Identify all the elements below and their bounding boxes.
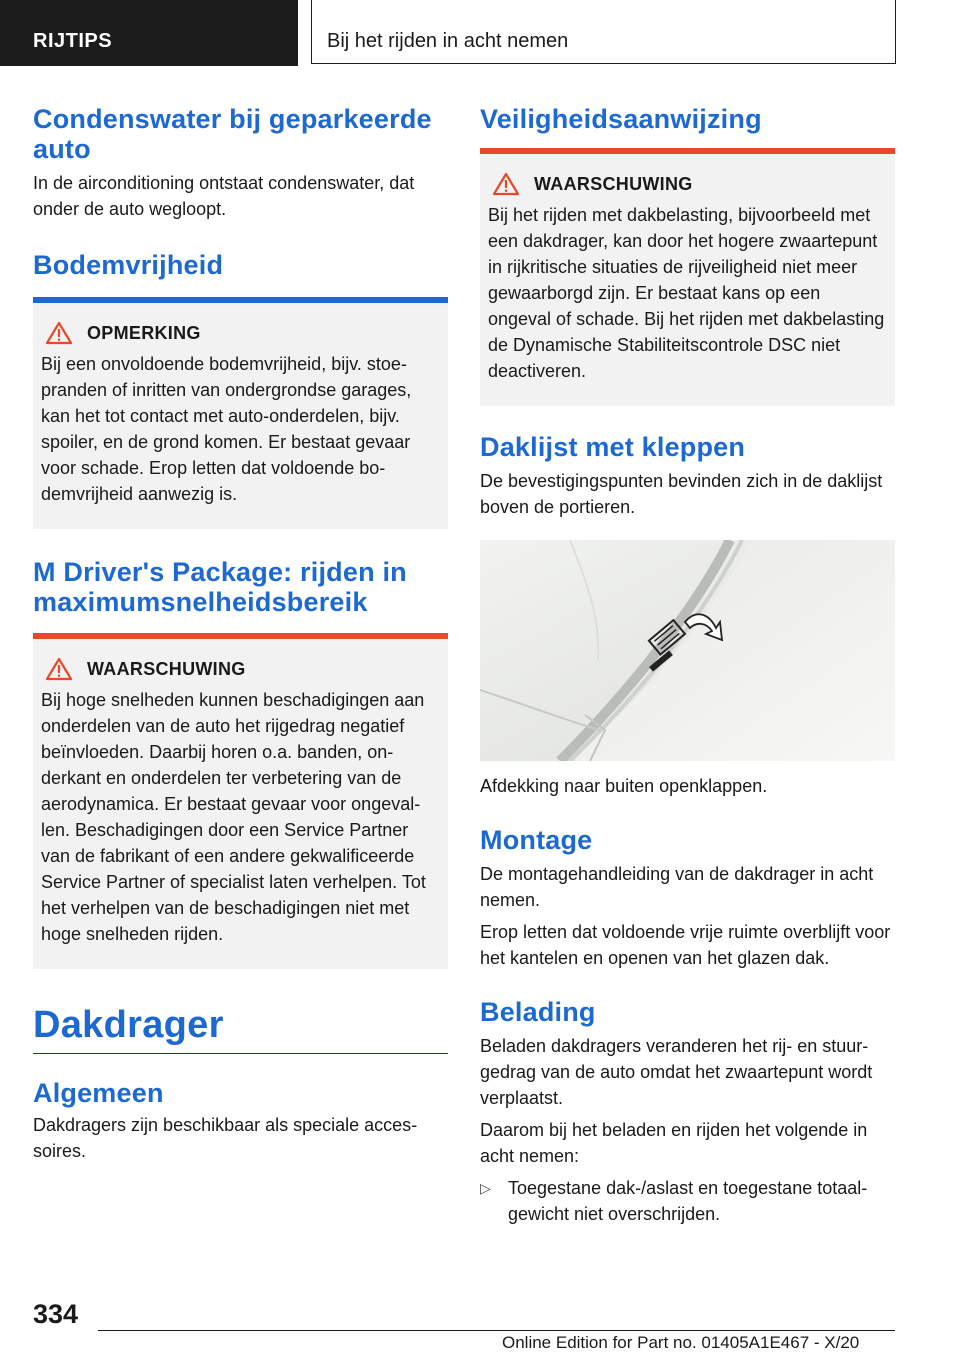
notice-title: OPMERKING	[87, 322, 201, 343]
page-header	[0, 0, 960, 66]
warning-triangle-icon	[492, 172, 520, 196]
section-tab	[0, 0, 298, 66]
paragraph-condenswater: In de airconditioning ontstaat condenswater, dat onder de auto wegloopt.	[33, 173, 415, 219]
notice-header	[41, 321, 440, 345]
heading-m-drivers-package: M Driver's Package: rijden in maximumsnelheidsbereik	[33, 557, 407, 617]
warning-triangle-icon	[45, 321, 73, 345]
paragraph-algemeen: Dakdragers zijn beschikbaar als speciale accessoires.	[33, 1115, 418, 1161]
heading-dakdrager: Dakdrager	[33, 1004, 224, 1046]
chapter-label: Bij het rijden in acht nemen	[327, 30, 569, 52]
warning-box-m-drivers-package	[33, 633, 448, 969]
warning-text: Bij hoge snelheden kunnen beschadigingen aan onderdelen van de auto het rijgedrag negatief beïnvloeden. Daarbij horen o.a. banden, onderkant en onderdelen ter verbetering van de aerodynamica. Er bestaat gevaar voor ongevallen. Beschadigingen door een Service Partner van de fabrikant of een andere gekwalificeerde Service Partner of specialist laten verhelpen. Tot het verhelpen van de beschadigingen niet met hoge snelheden rijden.	[41, 690, 426, 944]
roof-rail-illustration	[480, 540, 895, 761]
heading-daklijst-met-kleppen: Daklijst met kleppen	[480, 432, 746, 462]
figure-caption: Afdekking naar buiten openklappen.	[480, 776, 768, 796]
footer-rule	[98, 1330, 895, 1331]
warning-triangle-icon	[45, 657, 73, 681]
paragraph-montage-2: Erop letten dat voldoende vrije ruimte overblijft voor het kantelen en openen van het glazen dak.	[480, 922, 891, 968]
warning-title: WAARSCHUWING	[534, 173, 693, 194]
heading-condenswater: Condenswater bij geparkeerde auto	[33, 104, 432, 164]
paragraph-montage-1: De montagehandleiding van de dakdrager in acht nemen.	[480, 864, 874, 910]
section-label: RIJTIPS	[33, 30, 113, 52]
triangle-right-icon: ▷	[480, 1180, 491, 1196]
right-column	[480, 100, 895, 1227]
notice-box-bodemvrijheid	[33, 297, 448, 529]
list-item	[480, 1175, 895, 1227]
roof-rail-flap-illustration	[480, 540, 895, 761]
paragraph-belading-2: Daarom bij het beladen en rijden het volgende in acht nemen:	[480, 1120, 868, 1166]
paragraph-daklijst: De bevestigingspunten bevinden zich in de daklijst boven de portieren.	[480, 471, 883, 517]
page-number: 334	[33, 1299, 79, 1329]
notice-text: Bij een onvoldoende bodemvrijheid, bijv. stoepranden of inritten van ondergrondse garages, kan het tot contact met auto-onderdelen, bijv. spoiler, en de grond komen. Er bestaat gevaar voor schade. Erop letten dat voldoende bodemvrijheid aanwezig is.	[41, 354, 412, 504]
edition-note: Online Edition for Part no. 01405A1E467 - X/20	[502, 1333, 860, 1352]
warning-text: Bij het rijden met dakbelasting, bijvoorbeeld met een dakdrager, kan door het hogere zwaartepunt in rijkritische situaties de rijveiligheid niet meer gewaarborgd zijn. Er bestaat kans op een ongeval of schade. Bij het rijden met dakbelasting de Dynamische Stabiliteitscontrole DSC niet deactiveren.	[488, 205, 885, 381]
warning-header	[488, 172, 887, 196]
list-item-text: Toegestane dak-/aslast en toegestane totaalgewicht niet overschrijden.	[508, 1178, 868, 1224]
heading-veiligheidsaanwijzing: Veiligheidsaanwijzing	[480, 104, 762, 134]
warning-box-dakdrager	[480, 148, 895, 406]
section-rule	[33, 1053, 448, 1054]
left-column	[33, 100, 448, 1164]
warning-title: WAARSCHUWING	[87, 658, 246, 679]
heading-belading: Belading	[480, 997, 596, 1027]
paragraph-belading-1: Beladen dakdragers veranderen het rij- en stuurgedrag van de auto omdat het zwaartepunt wordt verplaatst.	[480, 1036, 873, 1108]
warning-header	[41, 657, 440, 681]
heading-montage: Montage	[480, 825, 593, 855]
heading-algemeen: Algemeen	[33, 1078, 164, 1108]
chapter-tab	[311, 0, 896, 64]
heading-bodemvrijheid: Bodemvrijheid	[33, 250, 224, 280]
